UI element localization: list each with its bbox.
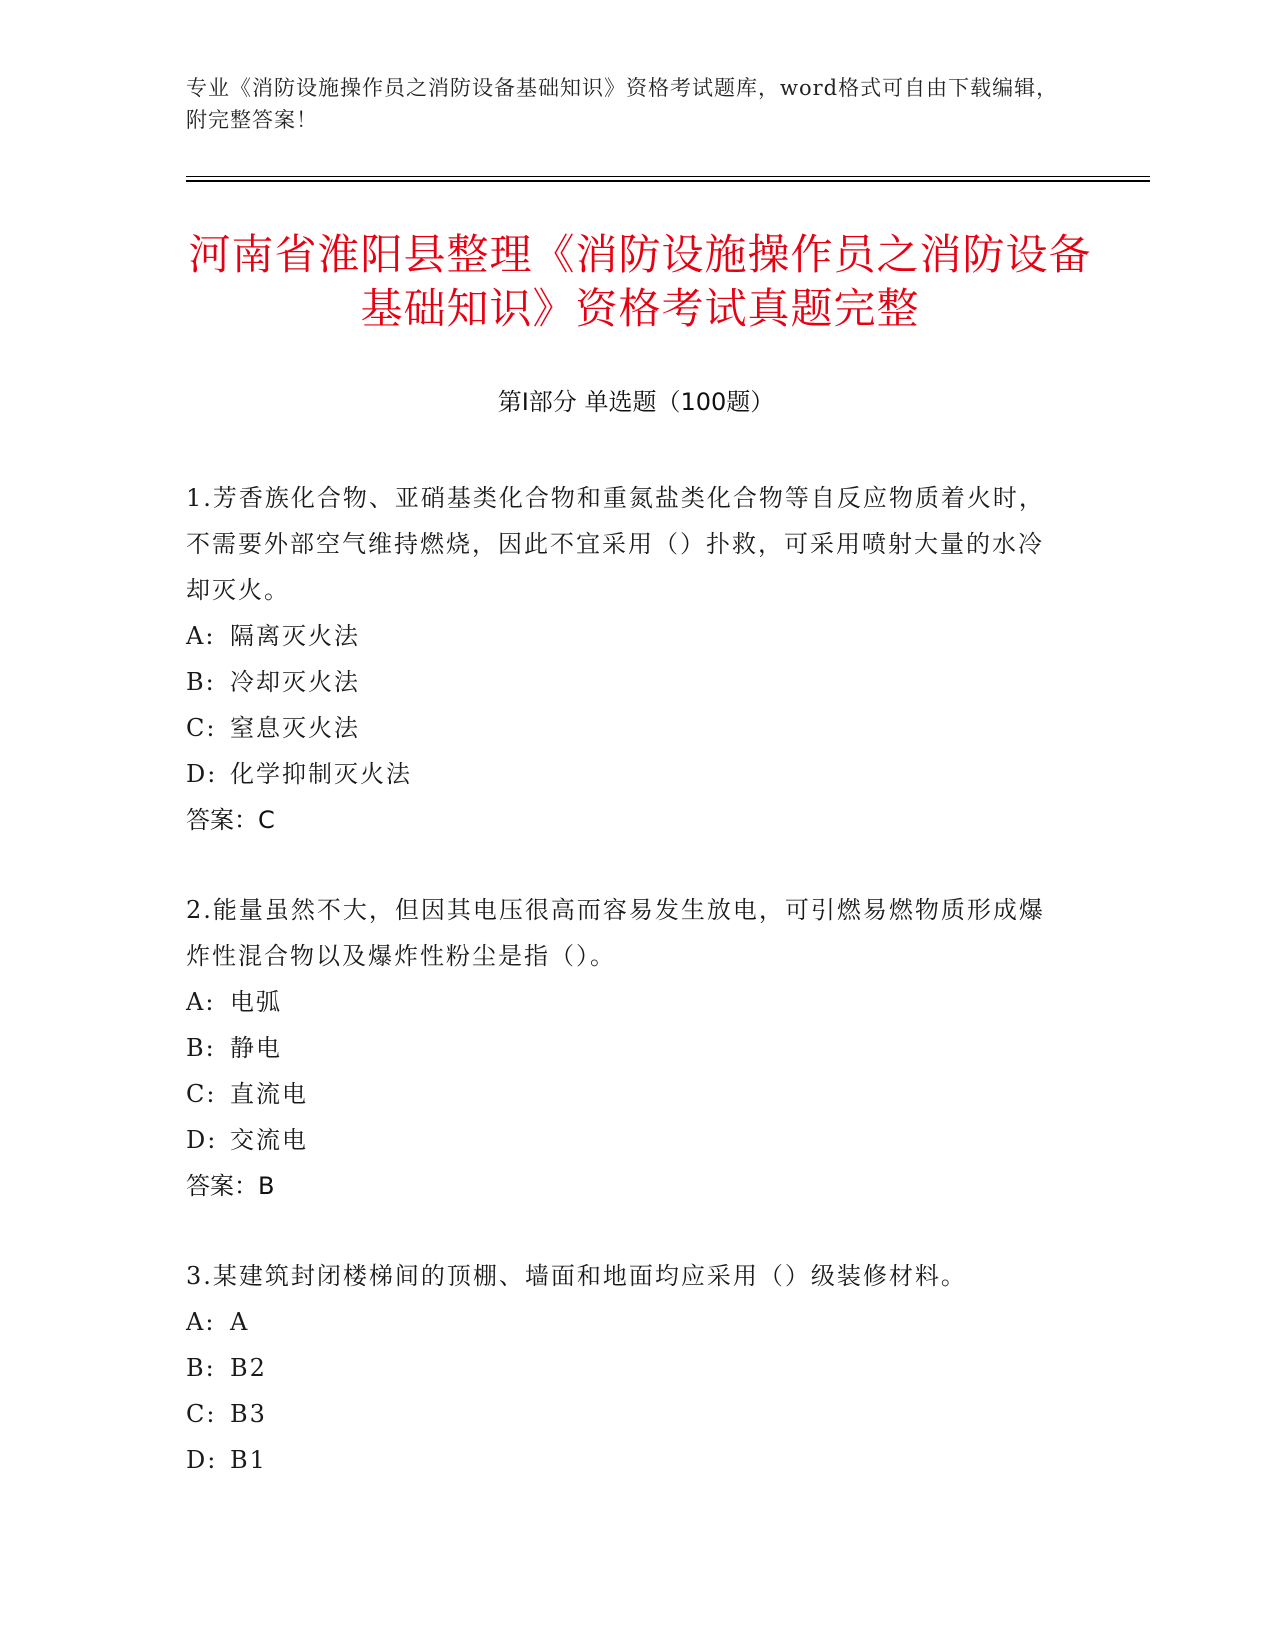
option-letter: B:	[186, 1354, 216, 1382]
answer-label: 答案：B	[186, 1172, 275, 1200]
option-c	[186, 1071, 1066, 1117]
section-title: 第Ⅰ部分 单选题（100题）	[497, 388, 775, 416]
option-b	[186, 1025, 1066, 1071]
option-d	[186, 1117, 1066, 1163]
option-text: 交流电	[230, 1126, 308, 1154]
option-letter: C:	[186, 1400, 217, 1428]
option-text: 窒息灭火法	[230, 714, 360, 742]
option-text: B1	[230, 1446, 267, 1474]
question-list	[186, 475, 1066, 1527]
option-a	[186, 613, 1066, 659]
option-letter: B:	[186, 668, 216, 696]
option-text: 直流电	[230, 1080, 308, 1108]
question-stem: 2.能量虽然不大，但因其电压很高而容易发生放电，可引燃易燃物质形成爆炸性混合物以及爆炸性粉尘是指（）。	[186, 896, 1045, 970]
option-text: A	[230, 1308, 250, 1336]
option-letter: D:	[186, 1126, 218, 1154]
header-divider-thin	[186, 176, 1150, 177]
option-c	[186, 705, 1066, 751]
option-text: 化学抑制灭火法	[230, 760, 412, 788]
option-letter: C:	[186, 1080, 217, 1108]
option-d	[186, 751, 1066, 797]
question-3	[186, 1253, 1066, 1483]
option-text: 冷却灭火法	[230, 668, 360, 696]
option-a	[186, 1299, 1066, 1345]
option-letter: A:	[186, 1308, 216, 1336]
option-text: B2	[230, 1354, 267, 1382]
intro-text: 专业《消防设施操作员之消防设备基础知识》资格考试题库，word格式可自由下载编辑，附完整答案！	[186, 76, 1059, 132]
option-text: 电弧	[230, 988, 282, 1016]
question-stem: 3.某建筑封闭楼梯间的顶棚、墙面和地面均应采用（）级装修材料。	[186, 1262, 967, 1290]
option-letter: D:	[186, 1446, 218, 1474]
document-title: 河南省淮阳县整理《消防设施操作员之消防设备基础知识》资格考试真题完整	[188, 230, 1092, 333]
question-stem: 1.芳香族化合物、亚硝基类化合物和重氮盐类化合物等自反应物质着火时，不需要外部空气维持燃烧，因此不宜采用（）扑救，可采用喷射大量的水冷却灭火。	[186, 484, 1045, 604]
question-2	[186, 887, 1066, 1209]
option-text: B3	[230, 1400, 267, 1428]
answer-label: 答案：C	[186, 806, 275, 834]
option-d	[186, 1437, 1066, 1483]
option-b	[186, 1345, 1066, 1391]
option-letter: A:	[186, 622, 216, 650]
option-letter: B:	[186, 1034, 216, 1062]
option-letter: C:	[186, 714, 217, 742]
header-divider-thick	[186, 180, 1150, 182]
option-c	[186, 1391, 1066, 1437]
option-letter: A:	[186, 988, 216, 1016]
option-letter: D:	[186, 760, 218, 788]
option-a	[186, 979, 1066, 1025]
option-text: 隔离灭火法	[230, 622, 360, 650]
option-b	[186, 659, 1066, 705]
option-text: 静电	[230, 1034, 282, 1062]
question-1	[186, 475, 1066, 843]
